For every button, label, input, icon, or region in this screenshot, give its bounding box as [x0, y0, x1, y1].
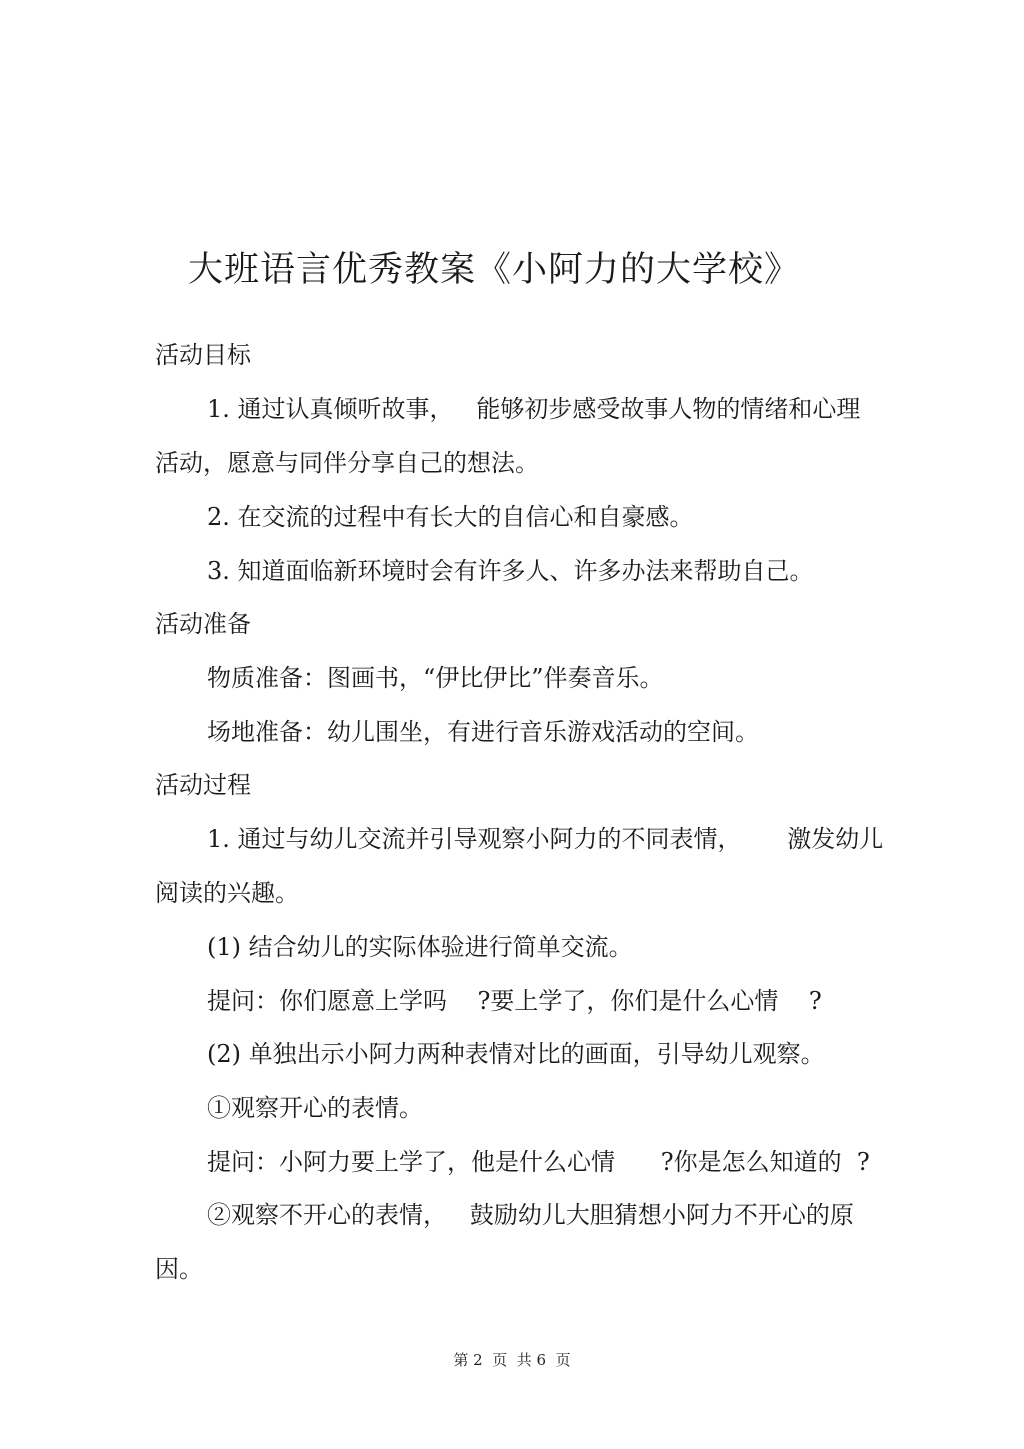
process-step-1: 1. 通过与幼儿交流并引导观察小阿力的不同表情， 激发幼儿: [207, 825, 884, 853]
process-substep-2: (2) 单独出示小阿力两种表情对比的画面，引导幼儿观察。: [207, 1040, 825, 1068]
observe-unhappy-expression: ②观察不开心的表情， 鼓励幼儿大胆猜想小阿力不开心的原: [207, 1201, 854, 1229]
observe-happy-expression: ①观察开心的表情。: [207, 1094, 423, 1122]
section-heading-goals: 活动目标: [155, 341, 251, 369]
observe-unhappy-continuation: 因。: [155, 1255, 203, 1283]
question-1: 提问：你们愿意上学吗 ?要上学了，你们是什么心情 ?: [207, 987, 822, 1015]
process-step-1-continuation: 阅读的兴趣。: [155, 879, 299, 907]
goal-item-1-continuation: 活动，愿意与同伴分享自己的想法。: [155, 449, 539, 477]
question-2: 提问：小阿力要上学了，他是什么心情 ?你是怎么知道的 ?: [207, 1148, 870, 1176]
section-heading-preparation: 活动准备: [155, 610, 251, 638]
preparation-materials: 物质准备：图画书，“伊比伊比”伴奏音乐。: [207, 664, 664, 692]
process-substep-1: (1) 结合幼儿的实际体验进行简单交流。: [207, 933, 633, 961]
document-title: 大班语言优秀教案《小阿力的大学校》: [188, 250, 801, 290]
goal-item-3: 3. 知道面临新环境时会有许多人、许多办法来帮助自己。: [207, 557, 814, 585]
goal-item-2: 2. 在交流的过程中有长大的自信心和自豪感。: [207, 503, 694, 531]
preparation-venue: 场地准备：幼儿围坐，有进行音乐游戏活动的空间。: [207, 718, 759, 746]
page-footer: 第 2 页 共 6 页: [453, 1351, 571, 1369]
goal-item-1: 1. 通过认真倾听故事， 能够初步感受故事人物的情绪和心理: [207, 395, 861, 423]
section-heading-process: 活动过程: [155, 771, 251, 799]
